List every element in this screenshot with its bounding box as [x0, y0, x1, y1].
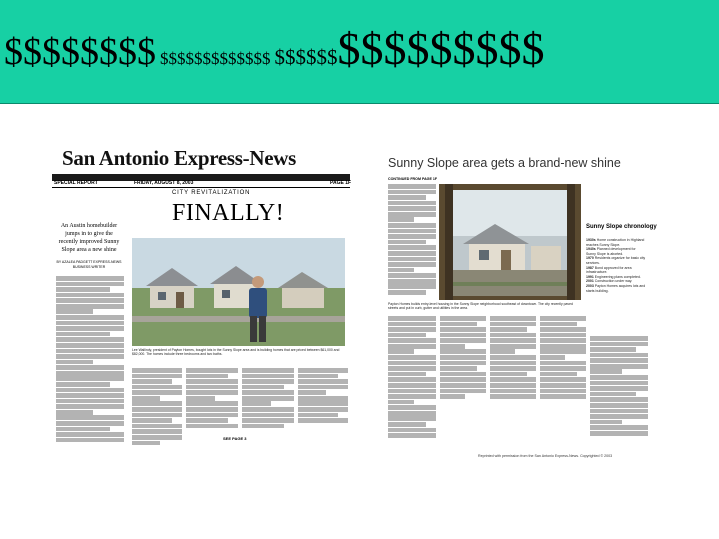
- deck: An Austin homebuilder jumps in to give the recently improved Sunny Slope area a new shine: [58, 223, 120, 253]
- body-column-8: [440, 316, 486, 406]
- photo-doorway-view: [439, 184, 581, 300]
- banner-title-part-1: $$$$$$$$: [4, 31, 156, 73]
- chronology-item: 1987 Bond approved for area infrastructure.: [586, 265, 632, 275]
- chronology-item: 2003 Payton Homes acquires lots and starts building.: [586, 283, 646, 293]
- section-label: SPECIAL REPORT: [54, 180, 98, 186]
- body-column-6: [388, 184, 436, 304]
- masthead: San Antonio Express-News: [62, 146, 296, 170]
- banner-title-part-4: $$$$$$$$$: [337, 23, 545, 74]
- title-banner: [0, 0, 719, 104]
- photo-builder-in-neighborhood: [132, 238, 345, 346]
- body-column-10: [540, 316, 586, 406]
- body-column-9: [490, 316, 536, 406]
- chronology-item: 1991 Engineering plans completed.: [586, 274, 641, 279]
- inside-page-title: Sunny Slope area gets a brand-new shine: [388, 156, 621, 170]
- chronology-item: 1940s Planned development for Sunny Slope is aborted.: [586, 247, 636, 256]
- body-column-3: [186, 368, 238, 434]
- body-column-5: [298, 368, 348, 428]
- page-label: PAGE 1F: [330, 180, 352, 186]
- reprint-notice: Reprinted with permission from the San Antonio Express-News. Copyrighted © 2003: [478, 454, 613, 458]
- photo-caption: Lee Wallindy, president of Payton Homes, bought lots in the Sunny Slope area and is building homes that are priced between $61,000 and $82,000. The homes include three bedrooms and two baths.: [132, 348, 340, 357]
- body-column-7: [388, 316, 436, 446]
- chronology-title: Sunny Slope chronology: [586, 224, 657, 230]
- chronology-item: 1930s Home construction in Highland reaches Sunny Slope.: [586, 238, 645, 247]
- kicker: CITY REVITALIZATION: [172, 190, 251, 196]
- byline: BY AZALEA PADGETT EXPRESS-NEWS BUSINESS WRITER: [56, 260, 122, 269]
- body-column-11: [590, 336, 648, 446]
- banner-title-part-2: $$$$$$$$$$$$$: [160, 49, 271, 68]
- headline: FINALLY!: [172, 200, 285, 226]
- chronology-item: 2001 Construction under way.: [586, 279, 633, 284]
- body-column-2: [132, 368, 182, 450]
- banner-title: [4, 23, 545, 74]
- chronology-item: 1970 Residents organize for basic city services.: [586, 256, 646, 265]
- banner-title-part-3: $$$$$$: [274, 45, 338, 69]
- body-column-4: [242, 368, 294, 434]
- newspaper-spread: [48, 140, 670, 460]
- dateline: FRIDAY, AUGUST 8, 2003: [134, 180, 194, 186]
- inside-photo-caption: Payton Homes builds entry-level housing in the Sunny Slope neighborhood southeast of downtown. The city recently paved streets and put in curb, gutter and utilities in the area.: [388, 302, 573, 311]
- continued-to-label: SEE PAGE 3: [223, 436, 247, 441]
- divider: [52, 187, 350, 188]
- chronology-list: [586, 238, 646, 293]
- continued-from-label: CONTINUED FROM PAGE 1F: [388, 177, 438, 181]
- body-column-1: [56, 276, 124, 446]
